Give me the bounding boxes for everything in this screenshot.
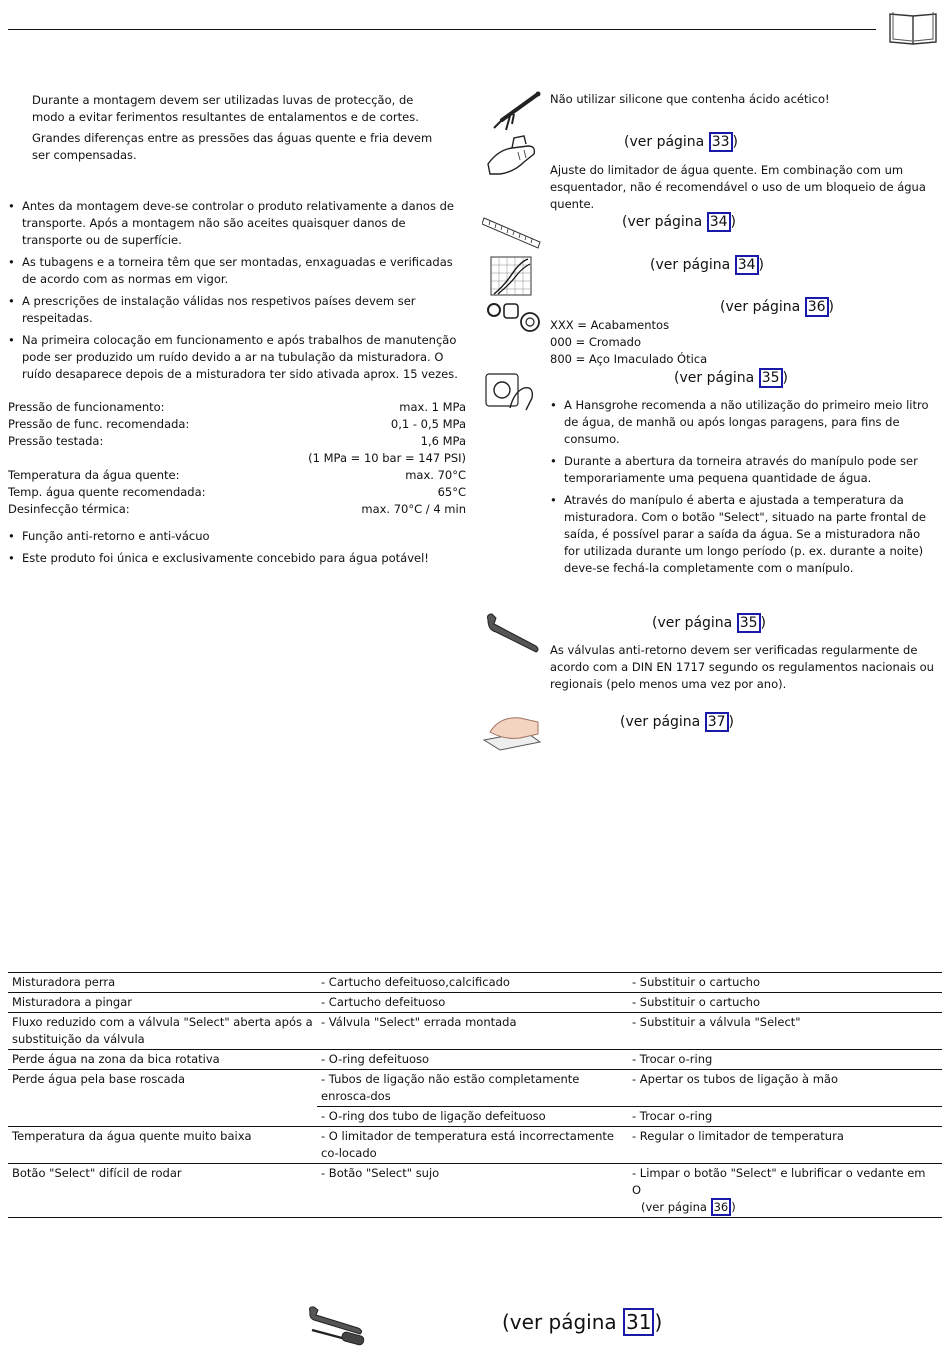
cause-cell: - Cartucho defeituoso (317, 993, 628, 1013)
table-row (8, 1164, 942, 1218)
problem-cell: Fluxo reduzido com a válvula "Select" aberta após a substituição da válvula (8, 1013, 317, 1050)
problem-cell: Botão "Select" difícil de rodar (8, 1164, 317, 1218)
ref-close: ) (782, 370, 789, 386)
problem-cell: Perde água na zona da bica rotativa (8, 1050, 317, 1070)
safety-text-1: Durante a montagem devem ser utilizadas luvas de protecção, de modo a evitar ferimentos resultantes de entalamentos e de cortes. (32, 93, 419, 124)
table-row (8, 1107, 942, 1127)
ref-prefix: (ver página (502, 1310, 624, 1334)
problem-cell (8, 1107, 317, 1127)
cause-cell: - O limitador de temperatura está incorrectamente co-locado (317, 1127, 628, 1164)
ref-number[interactable]: 35 (759, 368, 783, 388)
finish-item: 000 = Cromado (550, 335, 642, 349)
ref-number[interactable]: 31 (623, 1308, 654, 1336)
page-ref-35a[interactable] (674, 370, 788, 387)
spec-table (8, 399, 466, 518)
remedy-cell: - Substituir a válvula "Select" (628, 1013, 942, 1050)
tools-icon (306, 1306, 366, 1348)
finish-item: XXX = Acabamentos (550, 318, 670, 332)
ref-prefix: (ver página (652, 615, 737, 631)
table-row (8, 1070, 942, 1107)
list-item: • Função anti-retorno e anti-vácuo (8, 528, 468, 545)
troubleshooting-table (8, 972, 942, 1218)
ref-number[interactable]: 36 (711, 1198, 732, 1216)
cause-cell: - O-ring defeituoso (317, 1050, 628, 1070)
open-book-icon (886, 8, 940, 48)
remedy-cell: - Substituir o cartucho (628, 973, 942, 993)
spec-value: 65°C (437, 485, 466, 499)
page-ref-35b[interactable] (652, 615, 766, 632)
ref-number[interactable]: 34 (735, 255, 759, 275)
ref-number[interactable]: 37 (705, 712, 729, 732)
remedy-text: - Limpar o botão "Select" e lubrificar o vedante em O (632, 1166, 926, 1197)
table-row (8, 993, 942, 1013)
remedy-cell: - Apertar os tubos de ligação à mão (628, 1070, 942, 1107)
ruler-icon (482, 212, 542, 250)
problem-cell: Misturadora perra (8, 973, 317, 993)
spec-row (8, 433, 466, 450)
ref-number[interactable]: 36 (805, 297, 829, 317)
silicone-gun-icon (488, 90, 544, 132)
spec-label: Temp. água quente recomendada: (8, 485, 206, 499)
list-item: • A Hansgrohe recomenda a não utilização do primeiro meio litro de água, de manhã ou após longas paragens, para fins de consumo. (550, 397, 938, 448)
maintenance-text: As válvulas anti-retorno devem ser verificadas regularmente de acordo com a DIN EN 1717 segundo os regulamentos nacionais ou regionais (pelo menos uma vez por ano). (550, 643, 934, 691)
spec-row (8, 484, 466, 501)
ref-prefix: (ver página (622, 214, 707, 230)
page-ref-31[interactable] (502, 1310, 663, 1334)
page-ref-37[interactable] (620, 714, 734, 731)
remedy-cell: - Trocar o-ring (628, 1050, 942, 1070)
remedy-cell: - Trocar o-ring (632, 1109, 713, 1123)
ref-number[interactable]: 35 (737, 613, 761, 633)
safety-text-2: Grandes diferenças entre as pressões das águas quente e fria devem ser compensadas. (32, 131, 433, 162)
spec-value: max. 70°C / 4 min (361, 502, 466, 516)
spec-row (8, 450, 466, 467)
ref-close: ) (654, 1310, 663, 1334)
page-ref-34a[interactable] (622, 214, 736, 231)
list-item: • Na primeira colocação em funcionamento e após trabalhos de manutenção pode ser produzido um ruído devido a ar na tubulação da misturadora. O ruído desaparece depois de a misturadora ter sido ativada aprox. 15 vezes. (8, 332, 468, 383)
cause-cell: - Tubos de ligação não estão completamente enrosca-dos (317, 1070, 628, 1107)
ref-close: ) (731, 1200, 736, 1214)
spec-row (8, 501, 466, 518)
parts-icon (484, 298, 542, 334)
ref-prefix: (ver página (720, 299, 805, 315)
install-notes-list (8, 198, 468, 388)
remedy-page-ref[interactable] (632, 1199, 938, 1216)
spec-label: Desinfecção térmica: (8, 502, 130, 516)
finishes-list (550, 317, 850, 368)
problem-cell: Perde água pela base roscada (8, 1070, 317, 1107)
hand-washing-icon (484, 132, 544, 178)
list-item: • A prescrições de instalação válidas nos respetivos países devem ser respeitadas. (8, 293, 468, 327)
ref-prefix: (ver página (650, 257, 735, 273)
ref-prefix: (ver página (624, 134, 709, 150)
list-item: • Durante a abertura da torneira através do manípulo pode ser temporariamente uma pequena quantidade de água. (550, 453, 938, 487)
cause-cell: - Cartucho defeituoso,calcificado (317, 973, 628, 993)
list-item: • Através do manípulo é aberta e ajustada a temperatura da misturadora. Com o botão "Select", situado na parte frontal de saída, é possível parar a saída da água. Se a misturadora não for utilizada durante um longo período (p. ex. durante a noite) deve-se fechá-la completamente com o manípulo. (550, 492, 938, 577)
ref-close: ) (760, 615, 767, 631)
silicone-warning: Não utilizar silicone que contenha ácido acético! (550, 92, 830, 106)
remedy-cell (628, 1164, 942, 1218)
page-ref-33[interactable] (624, 134, 738, 151)
cause-cell: - Válvula "Select" errada montada (317, 1013, 628, 1050)
page-ref-36[interactable] (720, 299, 834, 316)
ref-close: ) (728, 714, 735, 730)
ref-close: ) (828, 299, 835, 315)
limiter-text: Ajuste do limitador de água quente. Em combinação com um esquentador, não é recomendável o uso de um bloqueio de água quente. (550, 163, 926, 211)
ref-close: ) (758, 257, 765, 273)
table-row (8, 1013, 942, 1050)
spec-row (8, 416, 466, 433)
problem-cell: Temperatura da água quente muito baixa (8, 1127, 317, 1164)
table-row (8, 1127, 942, 1164)
operation-notes-list (550, 397, 938, 582)
ref-prefix: (ver página (641, 1200, 711, 1214)
spec-value: (1 MPa = 10 bar = 147 PSI) (308, 451, 466, 465)
list-item: • Este produto foi única e exclusivamente concebido para água potável! (8, 550, 468, 567)
ref-close: ) (730, 214, 737, 230)
features-list (8, 528, 468, 572)
graph-icon (490, 256, 532, 296)
spec-value: 0,1 - 0,5 MPa (390, 417, 466, 431)
spec-row (8, 399, 466, 416)
hand-handle-icon (484, 370, 536, 412)
remedy-cell: - Regular o limitador de temperatura (628, 1127, 942, 1164)
cause-cell: - Botão "Select" sujo (317, 1164, 628, 1218)
list-item: • As tubagens e a torneira têm que ser montadas, enxaguadas e verificadas de acordo com as normas em vigor. (8, 254, 468, 288)
finish-item: 800 = Aço Imaculado Ótica (550, 352, 708, 366)
ref-number[interactable]: 33 (709, 132, 733, 152)
ref-number[interactable]: 34 (707, 212, 731, 232)
page-ref-34b[interactable] (650, 257, 764, 274)
table-row (8, 1050, 942, 1070)
header-rule (8, 29, 876, 30)
ref-prefix: (ver página (620, 714, 705, 730)
spec-value: 1,6 MPa (420, 434, 466, 448)
spec-value: max. 1 MPa (399, 400, 466, 414)
spec-value: max. 70°C (405, 468, 466, 482)
hand-cleaning-icon (480, 712, 544, 752)
ref-prefix: (ver página (674, 370, 759, 386)
problem-cell: Misturadora a pingar (8, 993, 317, 1013)
spec-row (8, 467, 466, 484)
table-row (8, 973, 942, 993)
spec-label: Pressão testada: (8, 434, 104, 448)
spec-label: Pressão de funcionamento: (8, 400, 165, 414)
cause-cell: - O-ring dos tubo de ligação defeituoso (321, 1109, 546, 1123)
ref-close: ) (732, 134, 739, 150)
wrench-icon (482, 612, 542, 654)
spec-label: Temperatura da água quente: (8, 468, 180, 482)
safety-block (32, 92, 442, 164)
spec-label: Pressão de func. recomendada: (8, 417, 190, 431)
remedy-cell: - Substituir o cartucho (628, 993, 942, 1013)
list-item: • Antes da montagem deve-se controlar o produto relativamente a danos de transporte. Após a montagem não são aceites quaisquer danos de transporte ou de superfície. (8, 198, 468, 249)
